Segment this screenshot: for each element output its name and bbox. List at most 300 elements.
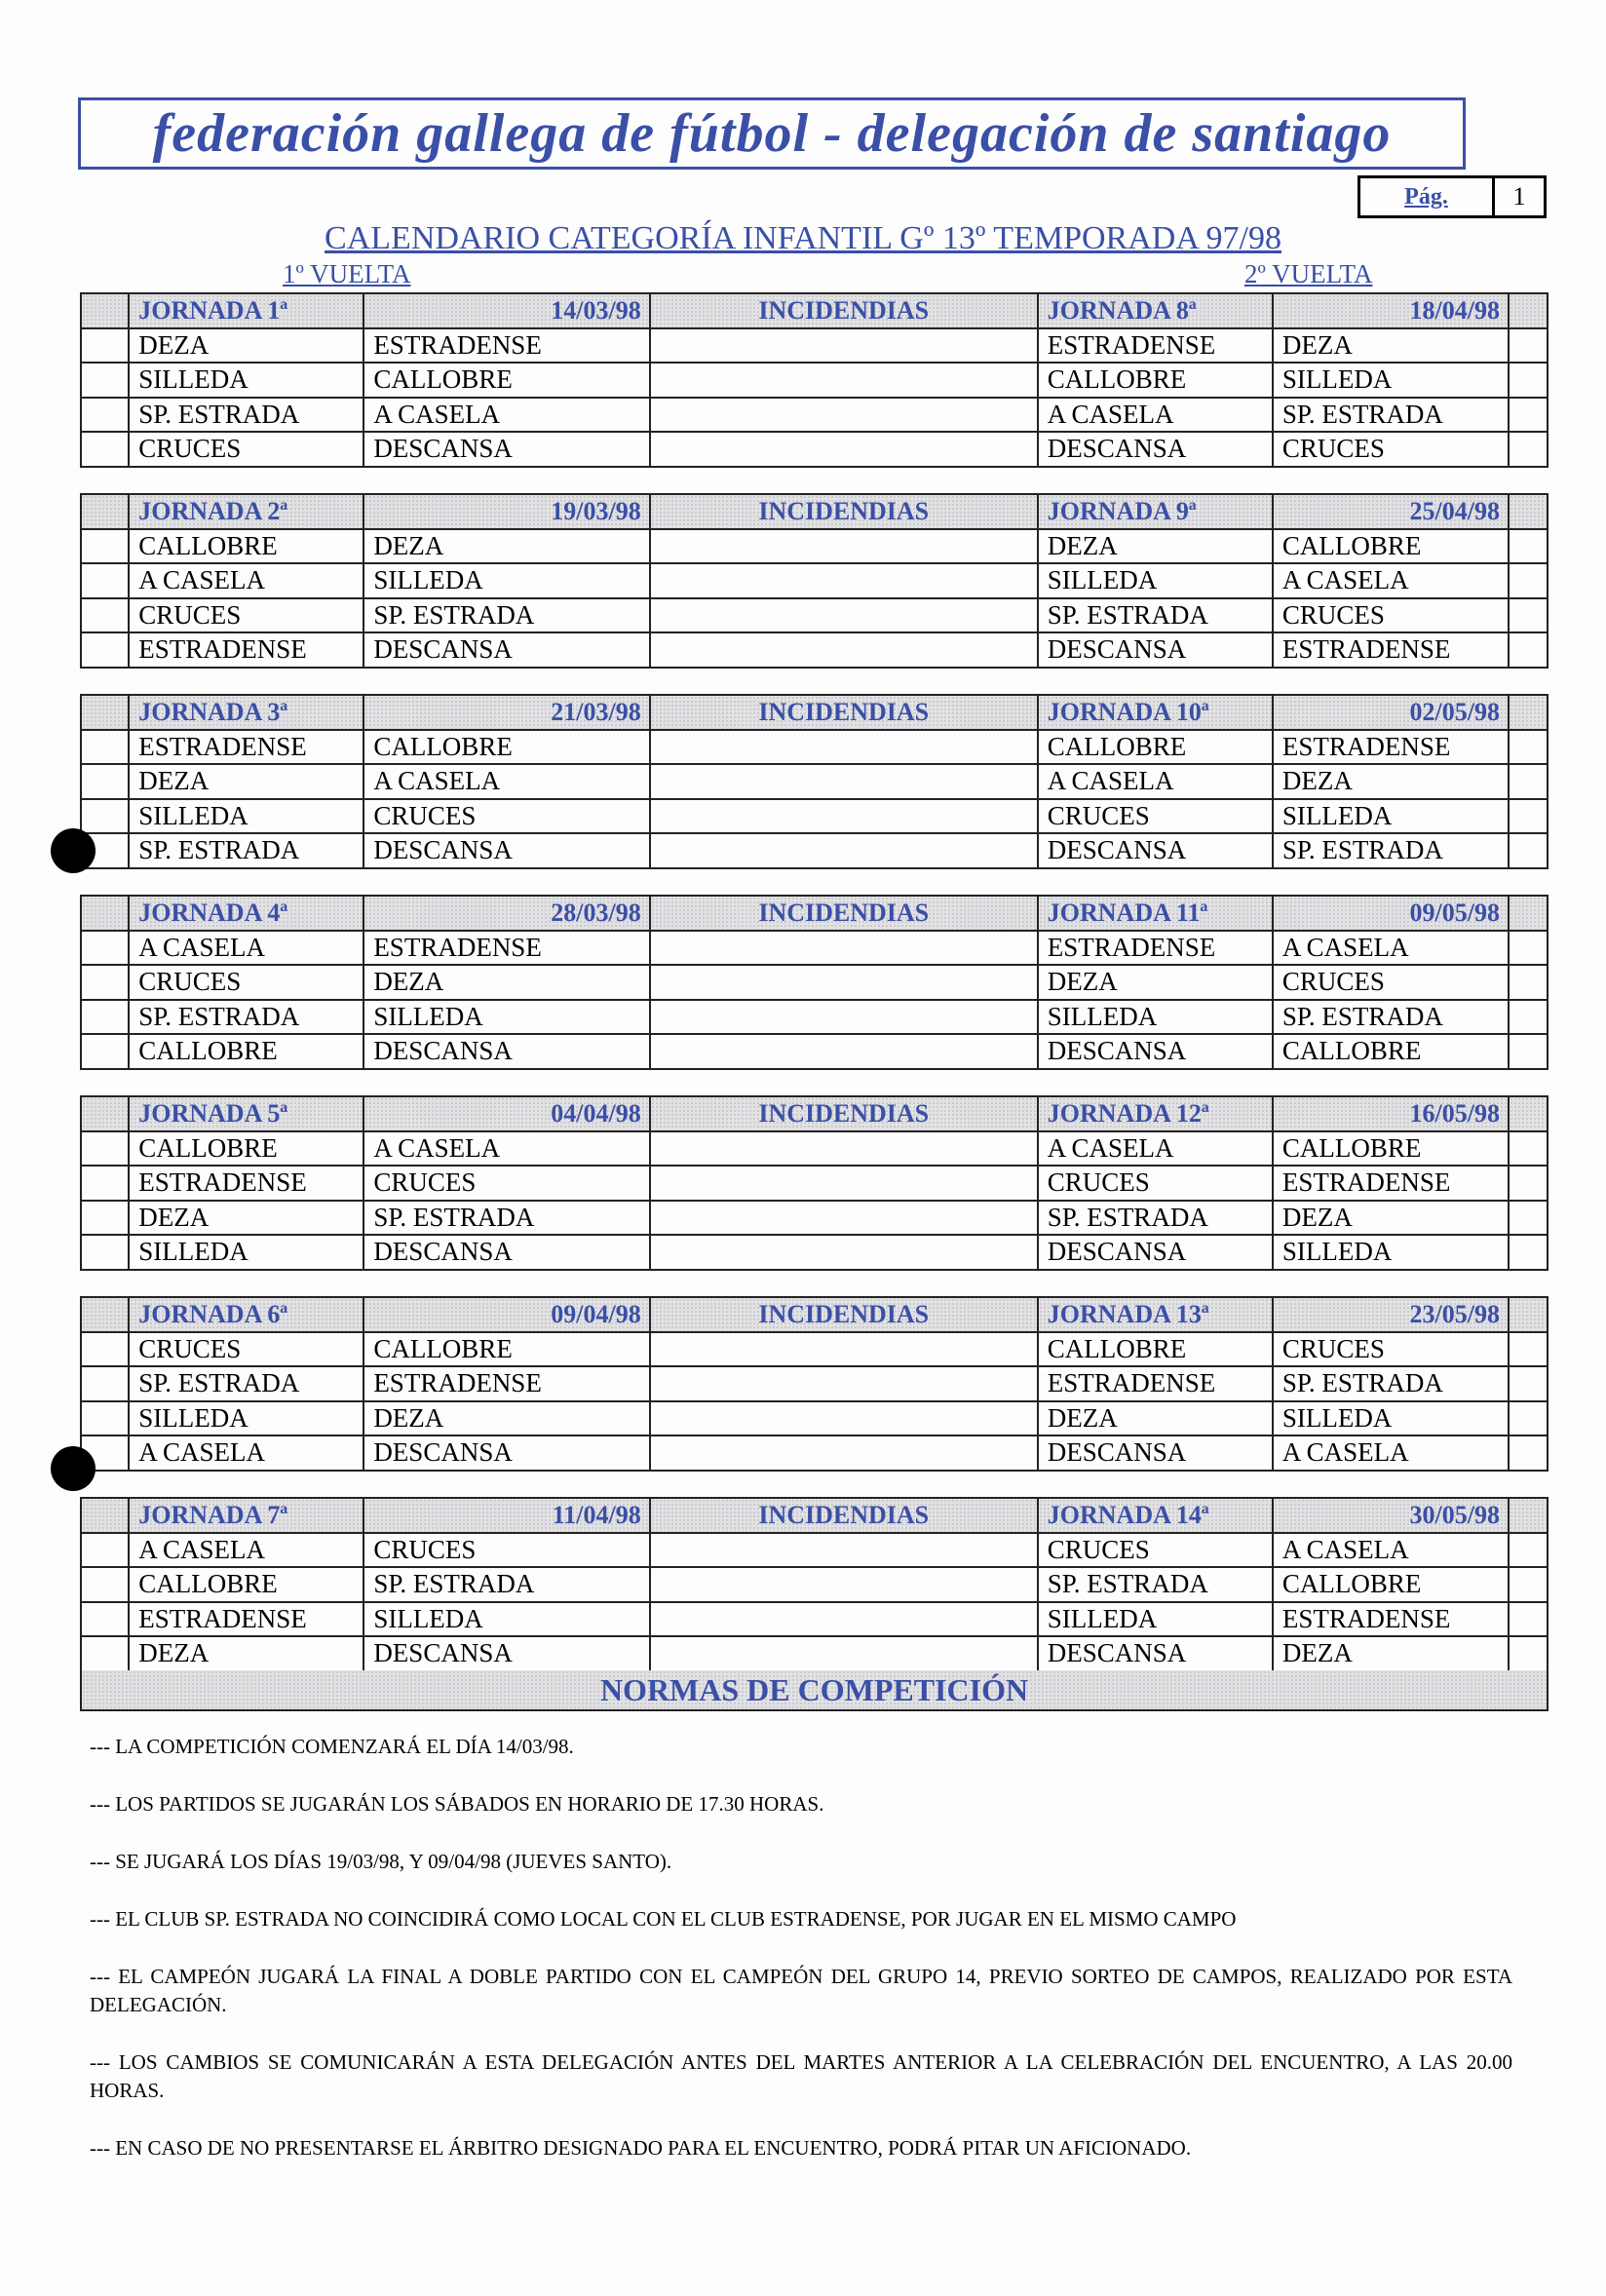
rule-item: --- EL CLUB SP. ESTRADA NO COINCIDIRÁ COMO LOCAL CON EL CLUB ESTRADENSE, POR JUGAR EN EL MISMO CAMPO [90, 1907, 1237, 1931]
jornada-second-date: 18/04/98 [1273, 293, 1509, 328]
home-team-first: SP. ESTRADA [129, 1000, 363, 1035]
away-team-first: DEZA [363, 529, 649, 564]
match-row [81, 432, 1548, 467]
blank-cell [1509, 965, 1548, 1000]
jornada-first-date: 04/04/98 [363, 1096, 649, 1131]
blank-cell [1509, 799, 1548, 834]
incidencias-cell [650, 1401, 1038, 1436]
incidencias-cell [650, 363, 1038, 398]
home-team-second: A CASELA [1038, 398, 1273, 433]
away-team-second: A CASELA [1273, 1435, 1509, 1471]
first-round-label: 1º VUELTA [283, 259, 411, 288]
rules-list [90, 1733, 1512, 2192]
match-row [81, 1000, 1548, 1035]
jornada-first-date: 09/04/98 [363, 1297, 649, 1332]
match-row [81, 730, 1548, 765]
home-team-second: SP. ESTRADA [1038, 1567, 1273, 1602]
blank-cell [1509, 1332, 1548, 1367]
incidencias-header: INCIDENDIAS [650, 293, 1038, 328]
blank-cell [81, 1533, 129, 1568]
incidencias-header: INCIDENDIAS [650, 494, 1038, 529]
blank-cell [81, 632, 129, 668]
jornada-second-label: JORNADA 14ª [1038, 1498, 1273, 1533]
jornada-first-label: JORNADA 6ª [129, 1297, 363, 1332]
blank-cell [81, 1602, 129, 1637]
blank-cell [81, 363, 129, 398]
incidencias-cell [650, 1366, 1038, 1401]
away-team-second: ESTRADENSE [1273, 632, 1509, 668]
incidencias-cell [650, 1602, 1038, 1637]
home-team-second: SILLEDA [1038, 1602, 1273, 1637]
away-team-first: SP. ESTRADA [363, 598, 649, 633]
away-team-first: CALLOBRE [363, 730, 649, 765]
incidencias-cell [650, 965, 1038, 1000]
blank-cell [81, 1401, 129, 1436]
away-team-second: DEZA [1273, 764, 1509, 799]
blank-cell [1509, 1401, 1548, 1436]
match-row [81, 1201, 1548, 1236]
blank-cell [1509, 1435, 1548, 1471]
blank-cell [81, 563, 129, 598]
jornada-second-date: 30/05/98 [1273, 1498, 1509, 1533]
blank-cell [1509, 328, 1548, 364]
incidencias-cell [650, 730, 1038, 765]
away-team-second: SILLEDA [1273, 799, 1509, 834]
jornada-second-label: JORNADA 12ª [1038, 1096, 1273, 1131]
blank-cell [81, 1034, 129, 1069]
incidencias-cell [650, 398, 1038, 433]
home-team-first: A CASELA [129, 1435, 363, 1471]
incidencias-cell [650, 799, 1038, 834]
incidencias-header: INCIDENDIAS [650, 1096, 1038, 1131]
match-row [81, 632, 1548, 668]
blank-cell [81, 432, 129, 467]
away-team-second: SILLEDA [1273, 1235, 1509, 1270]
blank-cell [1509, 1000, 1548, 1035]
jornada-first-label: JORNADA 5ª [129, 1096, 363, 1131]
away-team-first: CRUCES [363, 1533, 649, 1568]
blank-cell [1509, 1201, 1548, 1236]
home-team-second: CRUCES [1038, 1166, 1273, 1201]
blank-cell [1509, 293, 1548, 328]
home-team-first: CRUCES [129, 1332, 363, 1367]
incidencias-cell [650, 1567, 1038, 1602]
match-row [81, 398, 1548, 433]
jornada-first-date: 19/03/98 [363, 494, 649, 529]
incidencias-header: INCIDENDIAS [650, 1297, 1038, 1332]
away-team-first: DESCANSA [363, 632, 649, 668]
jornada-table [80, 292, 1549, 468]
jornada-table [80, 493, 1549, 669]
away-team-first: CRUCES [363, 799, 649, 834]
match-row [81, 1602, 1548, 1637]
away-team-second: SILLEDA [1273, 363, 1509, 398]
blank-cell [81, 598, 129, 633]
page-title: CALENDARIO CATEGORÍA INFANTIL Gº 13º TEMPORADA 97/98 [325, 220, 1281, 256]
match-row [81, 1332, 1548, 1367]
away-team-first: SILLEDA [363, 1000, 649, 1035]
away-team-second: CALLOBRE [1273, 529, 1509, 564]
blank-cell [81, 1000, 129, 1035]
away-team-second: SP. ESTRADA [1273, 1366, 1509, 1401]
home-team-second: CALLOBRE [1038, 730, 1273, 765]
home-team-first: CALLOBRE [129, 1034, 363, 1069]
blank-cell [81, 1332, 129, 1367]
home-team-first: SILLEDA [129, 799, 363, 834]
rule-item: --- EL CAMPEÓN JUGARÁ LA FINAL A DOBLE PARTIDO CON EL CAMPEÓN DEL GRUPO 14, PREVIO SORTEO DE CAMPOS, REALIZADO POR ESTA DELEGACIÓN. [90, 1965, 1512, 2016]
blank-cell [81, 1366, 129, 1401]
blank-cell [81, 799, 129, 834]
blank-cell [81, 1567, 129, 1602]
away-team-second: A CASELA [1273, 931, 1509, 966]
home-team-first: SILLEDA [129, 1401, 363, 1436]
away-team-second: CRUCES [1273, 965, 1509, 1000]
blank-cell [81, 1297, 129, 1332]
home-team-second: SILLEDA [1038, 1000, 1273, 1035]
blank-cell [81, 1498, 129, 1533]
home-team-second: A CASELA [1038, 764, 1273, 799]
away-team-first: DESCANSA [363, 833, 649, 868]
blank-cell [1509, 432, 1548, 467]
jornada-table [80, 895, 1549, 1070]
away-team-second: A CASELA [1273, 1533, 1509, 1568]
banner-title: federación gallega de fútbol - delegación de santiago [152, 103, 1392, 164]
blank-cell [81, 529, 129, 564]
home-team-first: ESTRADENSE [129, 730, 363, 765]
jornada-second-date: 09/05/98 [1273, 896, 1509, 931]
match-row [81, 598, 1548, 633]
home-team-first: A CASELA [129, 563, 363, 598]
away-team-first: A CASELA [363, 764, 649, 799]
page-label: Pág. [1360, 178, 1495, 215]
away-team-first: DEZA [363, 965, 649, 1000]
blank-cell [81, 695, 129, 730]
blank-cell [1509, 833, 1548, 868]
match-row [81, 1435, 1548, 1471]
jornada-first-label: JORNADA 4ª [129, 896, 363, 931]
blank-cell [1509, 1567, 1548, 1602]
blank-cell [81, 1131, 129, 1167]
match-row [81, 1366, 1548, 1401]
blank-cell [1509, 1498, 1548, 1533]
blank-cell [81, 398, 129, 433]
match-row [81, 529, 1548, 564]
jornada-first-label: JORNADA 1ª [129, 293, 363, 328]
away-team-first: SILLEDA [363, 563, 649, 598]
blank-cell [1509, 563, 1548, 598]
incidencias-header: INCIDENDIAS [650, 1498, 1038, 1533]
match-row [81, 1567, 1548, 1602]
match-row [81, 833, 1548, 868]
home-team-first: DEZA [129, 1636, 363, 1671]
incidencias-cell [650, 1166, 1038, 1201]
away-team-first: ESTRADENSE [363, 931, 649, 966]
home-team-second: DESCANSA [1038, 632, 1273, 668]
match-row [81, 1235, 1548, 1270]
jornada-second-date: 23/05/98 [1273, 1297, 1509, 1332]
home-team-first: SP. ESTRADA [129, 398, 363, 433]
home-team-first: CALLOBRE [129, 1131, 363, 1167]
blank-cell [81, 965, 129, 1000]
blank-cell [81, 896, 129, 931]
incidencias-cell [650, 931, 1038, 966]
blank-cell [1509, 1096, 1548, 1131]
home-team-second: DEZA [1038, 1401, 1273, 1436]
home-team-second: CRUCES [1038, 1533, 1273, 1568]
home-team-second: SP. ESTRADA [1038, 1201, 1273, 1236]
incidencias-cell [650, 432, 1038, 467]
punch-hole [51, 828, 96, 873]
jornada-table [80, 694, 1549, 869]
blank-cell [81, 1096, 129, 1131]
jornada-table [80, 1296, 1549, 1472]
jornada-first-date: 14/03/98 [363, 293, 649, 328]
blank-cell [1509, 695, 1548, 730]
jornada-header-row [81, 1096, 1548, 1131]
incidencias-cell [650, 1636, 1038, 1671]
home-team-second: DEZA [1038, 529, 1273, 564]
jornada-second-label: JORNADA 8ª [1038, 293, 1273, 328]
match-row [81, 1636, 1548, 1671]
home-team-second: DESCANSA [1038, 1235, 1273, 1270]
home-team-first: DEZA [129, 764, 363, 799]
match-row [81, 563, 1548, 598]
home-team-first: ESTRADENSE [129, 632, 363, 668]
away-team-second: CRUCES [1273, 432, 1509, 467]
home-team-second: ESTRADENSE [1038, 1366, 1273, 1401]
match-row [81, 1131, 1548, 1167]
home-team-first: CRUCES [129, 432, 363, 467]
away-team-first: DESCANSA [363, 1235, 649, 1270]
away-team-second: A CASELA [1273, 563, 1509, 598]
away-team-second: CALLOBRE [1273, 1567, 1509, 1602]
blank-cell [1509, 363, 1548, 398]
away-team-first: CALLOBRE [363, 363, 649, 398]
blank-cell [81, 764, 129, 799]
jornada-header-row [81, 1498, 1548, 1533]
home-team-first: ESTRADENSE [129, 1602, 363, 1637]
away-team-second: ESTRADENSE [1273, 1166, 1509, 1201]
blank-cell [81, 494, 129, 529]
away-team-second: CRUCES [1273, 1332, 1509, 1367]
home-team-first: CRUCES [129, 598, 363, 633]
home-team-first: CALLOBRE [129, 1567, 363, 1602]
home-team-first: SILLEDA [129, 363, 363, 398]
blank-cell [1509, 494, 1548, 529]
rule-item: --- SE JUGARÁ LOS DÍAS 19/03/98, Y 09/04/98 (JUEVES SANTO). [90, 1850, 672, 1873]
home-team-first: SP. ESTRADA [129, 1366, 363, 1401]
rule-item: --- LA COMPETICIÓN COMENZARÁ EL DÍA 14/03/98. [90, 1735, 574, 1758]
away-team-second: DEZA [1273, 1636, 1509, 1671]
blank-cell [1509, 896, 1548, 931]
home-team-first: A CASELA [129, 931, 363, 966]
home-team-first: CRUCES [129, 965, 363, 1000]
blank-cell [81, 293, 129, 328]
second-round-label: 2º VUELTA [1244, 259, 1373, 288]
home-team-first: DEZA [129, 1201, 363, 1236]
home-team-second: DESCANSA [1038, 1435, 1273, 1471]
blank-cell [81, 931, 129, 966]
away-team-first: DESCANSA [363, 1034, 649, 1069]
match-row [81, 931, 1548, 966]
away-team-first: SP. ESTRADA [363, 1567, 649, 1602]
match-row [81, 1034, 1548, 1069]
away-team-second: SP. ESTRADA [1273, 833, 1509, 868]
jornada-second-label: JORNADA 13ª [1038, 1297, 1273, 1332]
header-banner [78, 97, 1466, 170]
incidencias-cell [650, 563, 1038, 598]
away-team-second: CRUCES [1273, 598, 1509, 633]
incidencias-cell [650, 529, 1038, 564]
jornada-second-date: 02/05/98 [1273, 695, 1509, 730]
home-team-second: DESCANSA [1038, 1034, 1273, 1069]
match-row [81, 328, 1548, 364]
jornada-second-date: 25/04/98 [1273, 494, 1509, 529]
home-team-first: SP. ESTRADA [129, 833, 363, 868]
away-team-second: DEZA [1273, 328, 1509, 364]
away-team-first: DESCANSA [363, 432, 649, 467]
away-team-first: DESCANSA [363, 1435, 649, 1471]
blank-cell [81, 1201, 129, 1236]
home-team-second: DESCANSA [1038, 432, 1273, 467]
match-row [81, 764, 1548, 799]
blank-cell [1509, 529, 1548, 564]
blank-cell [1509, 1366, 1548, 1401]
blank-cell [81, 730, 129, 765]
blank-cell [81, 1166, 129, 1201]
match-row [81, 1533, 1548, 1568]
jornada-first-label: JORNADA 3ª [129, 695, 363, 730]
blank-cell [1509, 632, 1548, 668]
blank-cell [1509, 1602, 1548, 1637]
incidencias-header: INCIDENDIAS [650, 695, 1038, 730]
blank-cell [1509, 598, 1548, 633]
rule-item: --- EN CASO DE NO PRESENTARSE EL ÁRBITRO DESIGNADO PARA EL ENCUENTRO, PODRÁ PITAR UN AFICIONADO. [90, 2136, 1192, 2160]
jornada-first-date: 11/04/98 [363, 1498, 649, 1533]
home-team-first: CALLOBRE [129, 529, 363, 564]
away-team-second: DEZA [1273, 1201, 1509, 1236]
match-row [81, 1401, 1548, 1436]
home-team-second: A CASELA [1038, 1131, 1273, 1167]
blank-cell [1509, 1533, 1548, 1568]
blank-cell [1509, 1235, 1548, 1270]
jornada-header-row [81, 896, 1548, 931]
jornada-second-label: JORNADA 11ª [1038, 896, 1273, 931]
home-team-second: DESCANSA [1038, 1636, 1273, 1671]
away-team-first: A CASELA [363, 398, 649, 433]
jornada-first-date: 28/03/98 [363, 896, 649, 931]
home-team-first: ESTRADENSE [129, 1166, 363, 1201]
match-row [81, 799, 1548, 834]
blank-cell [1509, 764, 1548, 799]
jornada-header-row [81, 494, 1548, 529]
blank-cell [1509, 730, 1548, 765]
jornada-header-row [81, 695, 1548, 730]
jornada-second-label: JORNADA 10ª [1038, 695, 1273, 730]
blank-cell [81, 1636, 129, 1671]
away-team-first: A CASELA [363, 1131, 649, 1167]
match-row [81, 965, 1548, 1000]
blank-cell [1509, 398, 1548, 433]
incidencias-cell [650, 1000, 1038, 1035]
jornada-header-row [81, 293, 1548, 328]
rule-item: --- LOS PARTIDOS SE JUGARÁN LOS SÁBADOS EN HORARIO DE 17.30 HORAS. [90, 1792, 824, 1816]
home-team-second: CRUCES [1038, 799, 1273, 834]
incidencias-cell [650, 1435, 1038, 1471]
incidencias-cell [650, 598, 1038, 633]
match-row [81, 1166, 1548, 1201]
incidencias-cell [650, 1533, 1038, 1568]
jornada-table [80, 1497, 1549, 1672]
incidencias-cell [650, 1235, 1038, 1270]
match-row [81, 363, 1548, 398]
incidencias-cell [650, 632, 1038, 668]
jornada-first-label: JORNADA 2ª [129, 494, 363, 529]
jornada-header-row [81, 1297, 1548, 1332]
incidencias-cell [650, 1332, 1038, 1367]
incidencias-cell [650, 1131, 1038, 1167]
home-team-second: DESCANSA [1038, 833, 1273, 868]
home-team-first: SILLEDA [129, 1235, 363, 1270]
home-team-second: ESTRADENSE [1038, 931, 1273, 966]
jornada-second-label: JORNADA 9ª [1038, 494, 1273, 529]
away-team-first: SILLEDA [363, 1602, 649, 1637]
home-team-first: DEZA [129, 328, 363, 364]
away-team-first: ESTRADENSE [363, 328, 649, 364]
away-team-second: SP. ESTRADA [1273, 398, 1509, 433]
away-team-first: DESCANSA [363, 1636, 649, 1671]
home-team-second: DEZA [1038, 965, 1273, 1000]
jornada-second-date: 16/05/98 [1273, 1096, 1509, 1131]
away-team-second: ESTRADENSE [1273, 730, 1509, 765]
away-team-first: DEZA [363, 1401, 649, 1436]
away-team-second: ESTRADENSE [1273, 1602, 1509, 1637]
jornada-table [80, 1095, 1549, 1271]
incidencias-cell [650, 764, 1038, 799]
blank-cell [1509, 1297, 1548, 1332]
jornada-first-date: 21/03/98 [363, 695, 649, 730]
incidencias-header: INCIDENDIAS [650, 896, 1038, 931]
incidencias-cell [650, 833, 1038, 868]
punch-hole [51, 1446, 96, 1491]
away-team-second: CALLOBRE [1273, 1131, 1509, 1167]
home-team-second: ESTRADENSE [1038, 328, 1273, 364]
away-team-first: CRUCES [363, 1166, 649, 1201]
away-team-second: SILLEDA [1273, 1401, 1509, 1436]
home-team-second: SP. ESTRADA [1038, 598, 1273, 633]
incidencias-cell [650, 1034, 1038, 1069]
blank-cell [1509, 1166, 1548, 1201]
blank-cell [1509, 931, 1548, 966]
away-team-second: CALLOBRE [1273, 1034, 1509, 1069]
rule-item: --- LOS CAMBIOS SE COMUNICARÁN A ESTA DELEGACIÓN ANTES DEL MARTES ANTERIOR A LA CELEBRACIÓN DEL ENCUENTRO, A LAS 20.00 HORAS. [90, 2050, 1512, 2102]
incidencias-cell [650, 1201, 1038, 1236]
blank-cell [81, 1235, 129, 1270]
away-team-first: SP. ESTRADA [363, 1201, 649, 1236]
away-team-second: SP. ESTRADA [1273, 1000, 1509, 1035]
home-team-second: CALLOBRE [1038, 363, 1273, 398]
away-team-first: ESTRADENSE [363, 1366, 649, 1401]
incidencias-cell [650, 328, 1038, 364]
home-team-first: A CASELA [129, 1533, 363, 1568]
blank-cell [1509, 1131, 1548, 1167]
normas-title: NORMAS DE COMPETICIÓN [80, 1670, 1549, 1711]
page-number: 1 [1512, 182, 1526, 210]
blank-cell [81, 328, 129, 364]
home-team-second: SILLEDA [1038, 563, 1273, 598]
blank-cell [1509, 1636, 1548, 1671]
jornada-first-label: JORNADA 7ª [129, 1498, 363, 1533]
